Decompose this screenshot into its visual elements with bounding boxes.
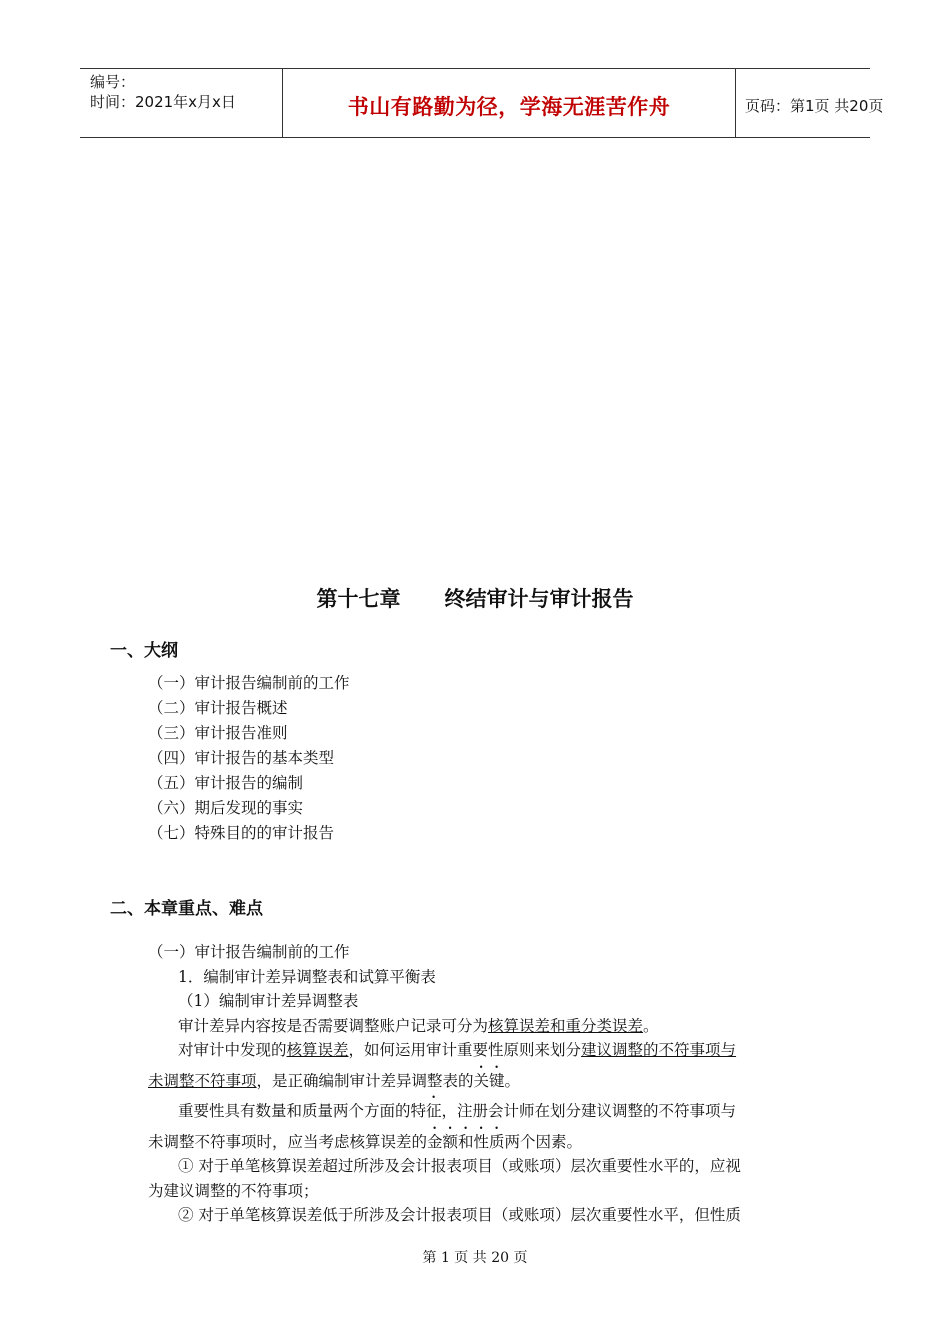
- underlined-term: 核算误差: [286, 1041, 349, 1059]
- keypoints-body: [148, 940, 798, 1228]
- underlined-term: 建议调整的不符事项与: [581, 1041, 737, 1059]
- time-label: 时间：2021年x月x日: [90, 93, 236, 111]
- outline-item: （四）审计报告的基本类型: [148, 749, 335, 767]
- emphasized-term: 关键: [473, 1071, 505, 1090]
- chapter-title: [0, 583, 950, 613]
- text-run: 。: [643, 1016, 659, 1035]
- text-run: 对审计中发现的: [178, 1041, 287, 1059]
- outline-item: （二）审计报告概述: [148, 699, 288, 717]
- paragraph-3-line-2: [148, 1124, 798, 1155]
- text-run: ，是正确编制审计差异调整表的: [256, 1071, 474, 1090]
- document-header: [80, 68, 884, 138]
- text-run: ，注册会计师在划分建议调整的不符事项与: [441, 1102, 737, 1120]
- text-run: 两个因素。: [504, 1132, 583, 1151]
- outline-item: （五）审计报告的编制: [148, 774, 304, 792]
- subheading-2: 1．编制审计差异调整表和试算平衡表: [178, 967, 436, 986]
- text-run: 未调整不符事项时，应当考虑核算误差的: [148, 1132, 428, 1151]
- number-label: 编号：: [90, 73, 136, 91]
- header-motto: 书山有路勤为径，学海无涯苦作舟: [347, 95, 671, 119]
- header-mid-cell: [282, 69, 736, 137]
- outline-item: （三）审计报告准则: [148, 724, 288, 742]
- underlined-term: 未调整不符事项: [148, 1071, 257, 1090]
- emphasized-term: 金额和性质: [427, 1132, 505, 1151]
- paragraph-5-line-1: ② 对于单笔核算误差低于所涉及会计报表项目（或账项）层次重要性水平，但性质: [178, 1206, 741, 1224]
- text-run: 审计差异内容按是否需要调整账户记录可分为: [178, 1016, 489, 1035]
- header-page-info: 页码：第1页 共20页: [745, 97, 884, 115]
- text-run: 重要性具有数量和质量两个方面的特: [178, 1102, 427, 1120]
- outline-item: （一）审计报告编制前的工作: [148, 674, 350, 692]
- page-footer: 第 1 页 共 20 页: [422, 1250, 528, 1266]
- emphasized-term: 征: [426, 1102, 442, 1120]
- text-run: 。: [504, 1071, 521, 1090]
- header-right-cell: [735, 69, 884, 137]
- paragraph-4-line-1: ① 对于单笔核算误差超过所涉及会计报表项目（或账项）层次重要性水平的，应视: [178, 1157, 741, 1175]
- outline-list: [148, 671, 350, 846]
- paragraph-1: [148, 1014, 798, 1039]
- subheading-1: （一）审计报告编制前的工作: [148, 943, 350, 961]
- subheading-3: （1）编制审计差异调整表: [178, 992, 359, 1010]
- paragraph-4-line-2: 为建议调整的不符事项；: [148, 1181, 319, 1200]
- outline-item: （六）期后发现的事实: [148, 799, 304, 817]
- keypoints-heading: 二、本章重点、难点: [110, 899, 263, 919]
- outline-heading: 一、大纲: [110, 641, 178, 661]
- chapter-number: 第十七章: [316, 587, 401, 611]
- paragraph-2-line-2: [148, 1063, 798, 1094]
- text-run: ，如何运用审计重要性原则来划分: [348, 1041, 582, 1059]
- outline-item: （七）特殊目的的审计报告: [148, 824, 335, 842]
- paragraph-3-line-1: [148, 1093, 798, 1124]
- paragraph-2-line-1: [148, 1038, 798, 1063]
- underlined-term: 核算误差和重分类误差: [488, 1016, 644, 1035]
- chapter-name: 终结审计与审计报告: [444, 587, 634, 611]
- header-left-cell: [80, 69, 282, 137]
